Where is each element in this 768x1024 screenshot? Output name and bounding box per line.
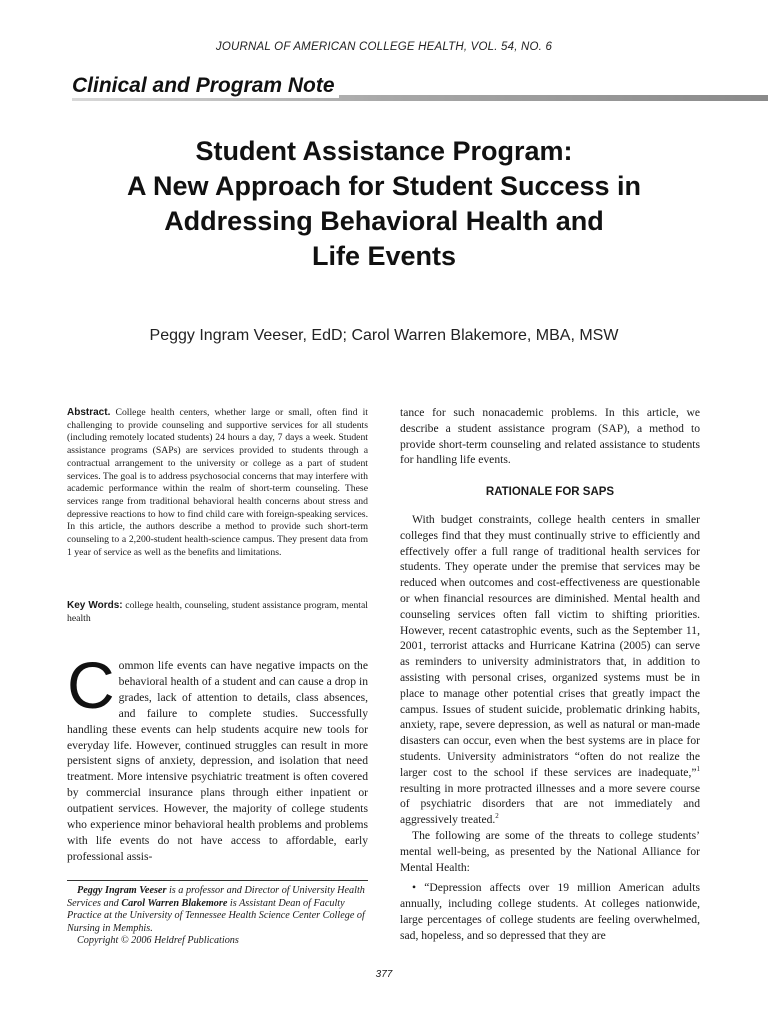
author-list: Peggy Ingram Veeser, EdD; Carol Warren Blakemore, MBA, MSW <box>149 327 619 344</box>
keywords-text: college health, counseling, student assistance program, mental health <box>67 600 368 624</box>
abstract-text: College health centers, whether large or small, often find it challenging to provide counseling and supportive services for all students (including remotely located students) 24 hours a day, 7 days a week. Student assistance programs (SAPs) are services provided to students through a contractual arrangement to the university or college as a part of student services. The goal is to address psychosocial concerns that may interfere with academic performance within the realm of short-term counseling. These services range from traditional behavioral health concerns about stress and depressive reactions to how to find child care with foreign-speaking services. In this article, the authors describe a method to provide such short-term counseling to a 2,200-student health-science campus. They present data from 1 year of service as well as the benefits and limitations. <box>67 407 368 558</box>
rationale-body <box>400 512 700 944</box>
keywords <box>67 600 368 625</box>
author-bio-text: is Assistant Dean of Faculty Practice at the University of Tennessee Health Science Center College of Nursing in Memphis. <box>67 897 365 934</box>
drop-cap: C <box>67 648 115 722</box>
paragraph-text: resulting in more protracted illnesses and a more severe course of psychiatric disorders that are not immediately and aggressively treated. <box>400 781 700 827</box>
author-footnote <box>67 885 368 948</box>
paragraph <box>400 512 700 828</box>
bullet-item: • “Depression affects over 19 million American adults annually, including college students. At colleges nationwide, large percentages of college students are feeling overwhelmed, sad, hopeless, and so depressed that they are <box>400 881 700 942</box>
section-heading: RATIONALE FOR SAPS <box>485 486 615 498</box>
title-line: Life Events <box>311 241 457 271</box>
abstract <box>67 407 368 559</box>
citation-ref: 1 <box>696 764 700 773</box>
copyright: Copyright © 2006 Heldref Publications <box>77 935 239 946</box>
title-line: A New Approach for Student Success in <box>126 171 642 201</box>
paragraph: tance for such nonacademic problems. In this article, we describe a student assistance program (SAP), a method to provide short-term counseling and related assistance to students for handling life events. <box>400 406 700 467</box>
intro-text: ommon life events can have negative impacts on the behavioral health of a student and can cause a drop in grades, lack of attention to details, class absences, and failure to complete studies. Successfully handling these events can help students acquire new tools for everyday life. However, continued struggles can result in more persistent signs of anxiety, depression, and isolation that need treatment. More intensive psychiatric treatment is often covered by commercial insurance plans through either inpatient or outpatient services. However, the majority of college students who experience minor behavioral health problems and problems with life events do not have access to affordable, early professional assis- <box>67 659 368 863</box>
title-line: Student Assistance Program: <box>195 136 573 166</box>
paragraph-text: With budget constraints, college health centers in smaller colleges find that they must continually strive to efficiently and effectively offer a full range of traditional health services for students. They operate under the premise that services may be reduced when outcomes and cost-effectiveness are questionable or when financial resources are diminished. Mental health and counseling services often fall victim to shifting priorities. However, recent catastrophic events, such as the September 11, 2001, terrorist attacks and Hurricane Katrina (2005) can serve as reminders to university administrators that, in addition to assisting with personal crises, organized systems must be in place to manage other potential crises that greatly impact the campus. Issues of student suicide, problematic drinking habits, anxiety, rape, severe depression, as well as natural or man-made disasters can occur, even when the best systems are in place for students. University administrators “often do not realize the larger cost to the school if these services are inadequate,” <box>400 513 700 779</box>
page-number: 377 <box>375 969 393 980</box>
citation-ref: 2 <box>495 812 499 821</box>
journal-header: JOURNAL OF AMERICAN COLLEGE HEALTH, VOL. 54, NO. 6 <box>215 41 553 53</box>
keywords-label: Key Words: <box>67 600 123 611</box>
author-name: Carol Warren Blakemore <box>121 897 228 909</box>
footnote-divider <box>67 880 368 881</box>
paragraph: The following are some of the threats to college students’ mental well-being, as presented by the National Alliance for Mental Health: <box>400 828 700 874</box>
intro-continuation <box>400 405 700 468</box>
author-bio-text: is a professor and Director of University Health Services and <box>67 885 365 909</box>
author-bio <box>67 885 368 935</box>
author-name: Peggy Ingram Veeser <box>77 885 167 896</box>
title-line: Addressing Behavioral Health and <box>164 206 604 236</box>
section-label: Clinical and Program Note <box>72 74 339 98</box>
intro-paragraph <box>67 648 368 865</box>
abstract-label: Abstract. <box>67 407 111 418</box>
article-title <box>60 134 708 274</box>
